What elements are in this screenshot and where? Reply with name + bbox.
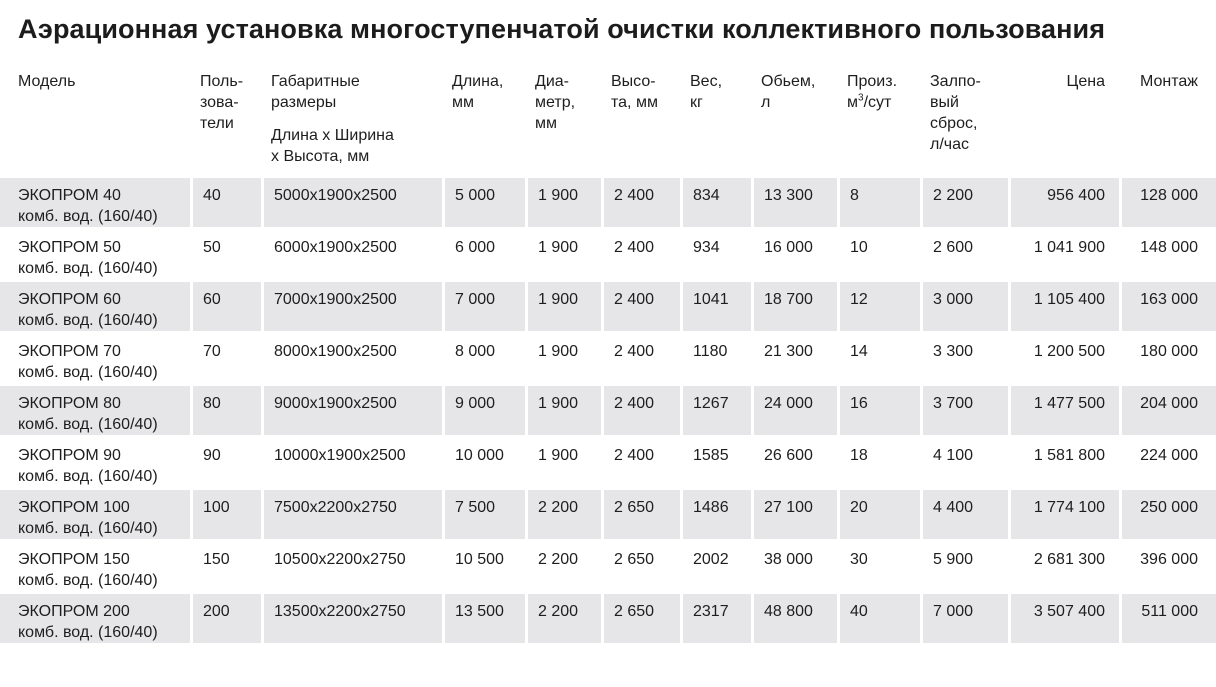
header-install: Монтаж — [1140, 73, 1198, 90]
cell-length: 9 000 — [442, 383, 525, 435]
cell-model: ЭКОПРОМ 40 комб. вод. (160/40) — [0, 175, 190, 227]
cell-productivity: 18 — [837, 435, 920, 487]
cell-weight: 1585 — [680, 435, 751, 487]
cell-weight: 1267 — [680, 383, 751, 435]
cell-weight: 2317 — [680, 591, 751, 643]
header-dims: Габаритные размеры Длина x Ширина x Высота, мм — [261, 66, 442, 175]
cell-height: 2 650 — [601, 487, 680, 539]
cell-productivity: 10 — [837, 227, 920, 279]
cell-price: 3 507 400 — [1008, 591, 1119, 643]
cell-users: 100 — [190, 487, 261, 539]
table-row — [0, 591, 1216, 643]
table-row — [0, 539, 1216, 591]
cell-model: ЭКОПРОМ 90 комб. вод. (160/40) — [0, 435, 190, 487]
cell-productivity: 20 — [837, 487, 920, 539]
cell-diameter: 1 900 — [525, 331, 601, 383]
cell-price: 1 105 400 — [1008, 279, 1119, 331]
cell-length: 5 000 — [442, 175, 525, 227]
header-model: Модель — [18, 73, 76, 90]
cell-dims: 7500x2200x2750 — [261, 487, 442, 539]
table-header-row — [0, 66, 1216, 175]
cell-dims: 7000x1900x2500 — [261, 279, 442, 331]
cell-length: 10 500 — [442, 539, 525, 591]
cell-volume: 13 300 — [751, 175, 837, 227]
cell-diameter: 1 900 — [525, 383, 601, 435]
cell-install: 224 000 — [1119, 435, 1216, 487]
cell-volume: 24 000 — [751, 383, 837, 435]
cell-diameter: 2 200 — [525, 539, 601, 591]
cell-discharge: 4 400 — [920, 487, 1008, 539]
cell-install: 396 000 — [1119, 539, 1216, 591]
cell-volume: 21 300 — [751, 331, 837, 383]
cell-length: 7 000 — [442, 279, 525, 331]
cell-diameter: 1 900 — [525, 279, 601, 331]
table-row — [0, 227, 1216, 279]
cell-price: 1 774 100 — [1008, 487, 1119, 539]
cell-users: 70 — [190, 331, 261, 383]
cell-weight: 1041 — [680, 279, 751, 331]
cell-volume: 26 600 — [751, 435, 837, 487]
cell-discharge: 4 100 — [920, 435, 1008, 487]
cell-users: 200 — [190, 591, 261, 643]
cell-weight: 834 — [680, 175, 751, 227]
cell-model: ЭКОПРОМ 150 комб. вод. (160/40) — [0, 539, 190, 591]
cell-volume: 16 000 — [751, 227, 837, 279]
cell-productivity: 14 — [837, 331, 920, 383]
cell-dims: 13500x2200x2750 — [261, 591, 442, 643]
cell-length: 6 000 — [442, 227, 525, 279]
table-row — [0, 487, 1216, 539]
cell-length: 10 000 — [442, 435, 525, 487]
cell-diameter: 1 900 — [525, 175, 601, 227]
cell-diameter: 1 900 — [525, 435, 601, 487]
cell-discharge: 3 300 — [920, 331, 1008, 383]
cell-install: 180 000 — [1119, 331, 1216, 383]
cell-volume: 38 000 — [751, 539, 837, 591]
cell-dims: 6000x1900x2500 — [261, 227, 442, 279]
cell-model: ЭКОПРОМ 80 комб. вод. (160/40) — [0, 383, 190, 435]
cell-price: 2 681 300 — [1008, 539, 1119, 591]
cell-users: 40 — [190, 175, 261, 227]
table-row — [0, 331, 1216, 383]
cell-install: 128 000 — [1119, 175, 1216, 227]
table-row — [0, 279, 1216, 331]
cell-height: 2 400 — [601, 331, 680, 383]
cell-height: 2 400 — [601, 279, 680, 331]
table-row — [0, 175, 1216, 227]
cell-model: ЭКОПРОМ 100 комб. вод. (160/40) — [0, 487, 190, 539]
cell-install: 250 000 — [1119, 487, 1216, 539]
cell-users: 90 — [190, 435, 261, 487]
cell-price: 1 581 800 — [1008, 435, 1119, 487]
cell-users: 60 — [190, 279, 261, 331]
page-title: Аэрационная установка многоступенчатой очистки коллективного пользования — [18, 14, 1106, 44]
cell-price: 956 400 — [1008, 175, 1119, 227]
header-height: Высо- та, мм — [611, 73, 658, 111]
cell-users: 50 — [190, 227, 261, 279]
cell-install: 204 000 — [1119, 383, 1216, 435]
cell-weight: 1180 — [680, 331, 751, 383]
cell-weight: 1486 — [680, 487, 751, 539]
cell-model: ЭКОПРОМ 50 комб. вод. (160/40) — [0, 227, 190, 279]
header-price: Цена — [1066, 73, 1105, 90]
cell-height: 2 650 — [601, 591, 680, 643]
header-users: Поль- зова- тели — [200, 73, 244, 132]
cell-price: 1 477 500 — [1008, 383, 1119, 435]
cell-dims: 9000x1900x2500 — [261, 383, 442, 435]
cell-diameter: 2 200 — [525, 487, 601, 539]
header-dims-sub: Длина x Ширина x Высота, мм — [271, 127, 394, 165]
cell-productivity: 8 — [837, 175, 920, 227]
cell-users: 80 — [190, 383, 261, 435]
cell-model: ЭКОПРОМ 200 комб. вод. (160/40) — [0, 591, 190, 643]
cell-volume: 48 800 — [751, 591, 837, 643]
header-weight: Вес, кг — [690, 73, 723, 111]
cell-height: 2 400 — [601, 175, 680, 227]
header-discharge: Залпо- вый сброс, л/час — [930, 73, 981, 153]
cell-volume: 27 100 — [751, 487, 837, 539]
cell-model: ЭКОПРОМ 60 комб. вод. (160/40) — [0, 279, 190, 331]
cell-discharge: 3 000 — [920, 279, 1008, 331]
table-row — [0, 435, 1216, 487]
cell-productivity: 12 — [837, 279, 920, 331]
cell-diameter: 1 900 — [525, 227, 601, 279]
cell-price: 1 200 500 — [1008, 331, 1119, 383]
cell-length: 13 500 — [442, 591, 525, 643]
cell-height: 2 400 — [601, 227, 680, 279]
cell-productivity: 16 — [837, 383, 920, 435]
table-row — [0, 383, 1216, 435]
cell-productivity: 40 — [837, 591, 920, 643]
header-productivity: Произ. $м^3$/сут — [847, 73, 898, 111]
cell-install: 511 000 — [1119, 591, 1216, 643]
cell-dims: 10500x2200x2750 — [261, 539, 442, 591]
cell-weight: 934 — [680, 227, 751, 279]
cell-height: 2 400 — [601, 383, 680, 435]
cell-height: 2 400 — [601, 435, 680, 487]
cell-dims: 8000x1900x2500 — [261, 331, 442, 383]
header-length: Длина, мм — [452, 73, 504, 111]
cell-discharge: 2 200 — [920, 175, 1008, 227]
cell-discharge: 5 900 — [920, 539, 1008, 591]
header-diameter: Диа- метр, мм — [535, 73, 576, 132]
cell-model: ЭКОПРОМ 70 комб. вод. (160/40) — [0, 331, 190, 383]
cell-length: 7 500 — [442, 487, 525, 539]
cell-volume: 18 700 — [751, 279, 837, 331]
cell-productivity: 30 — [837, 539, 920, 591]
cell-discharge: 3 700 — [920, 383, 1008, 435]
cell-discharge: 2 600 — [920, 227, 1008, 279]
price-table — [0, 66, 1216, 643]
cell-install: 148 000 — [1119, 227, 1216, 279]
cell-price: 1 041 900 — [1008, 227, 1119, 279]
header-volume: Обьем, л — [761, 73, 816, 111]
cell-users: 150 — [190, 539, 261, 591]
cell-discharge: 7 000 — [920, 591, 1008, 643]
cell-diameter: 2 200 — [525, 591, 601, 643]
cell-dims: 10000x1900x2500 — [261, 435, 442, 487]
cell-dims: 5000x1900x2500 — [261, 175, 442, 227]
cell-weight: 2002 — [680, 539, 751, 591]
cell-height: 2 650 — [601, 539, 680, 591]
cell-install: 163 000 — [1119, 279, 1216, 331]
cell-length: 8 000 — [442, 331, 525, 383]
